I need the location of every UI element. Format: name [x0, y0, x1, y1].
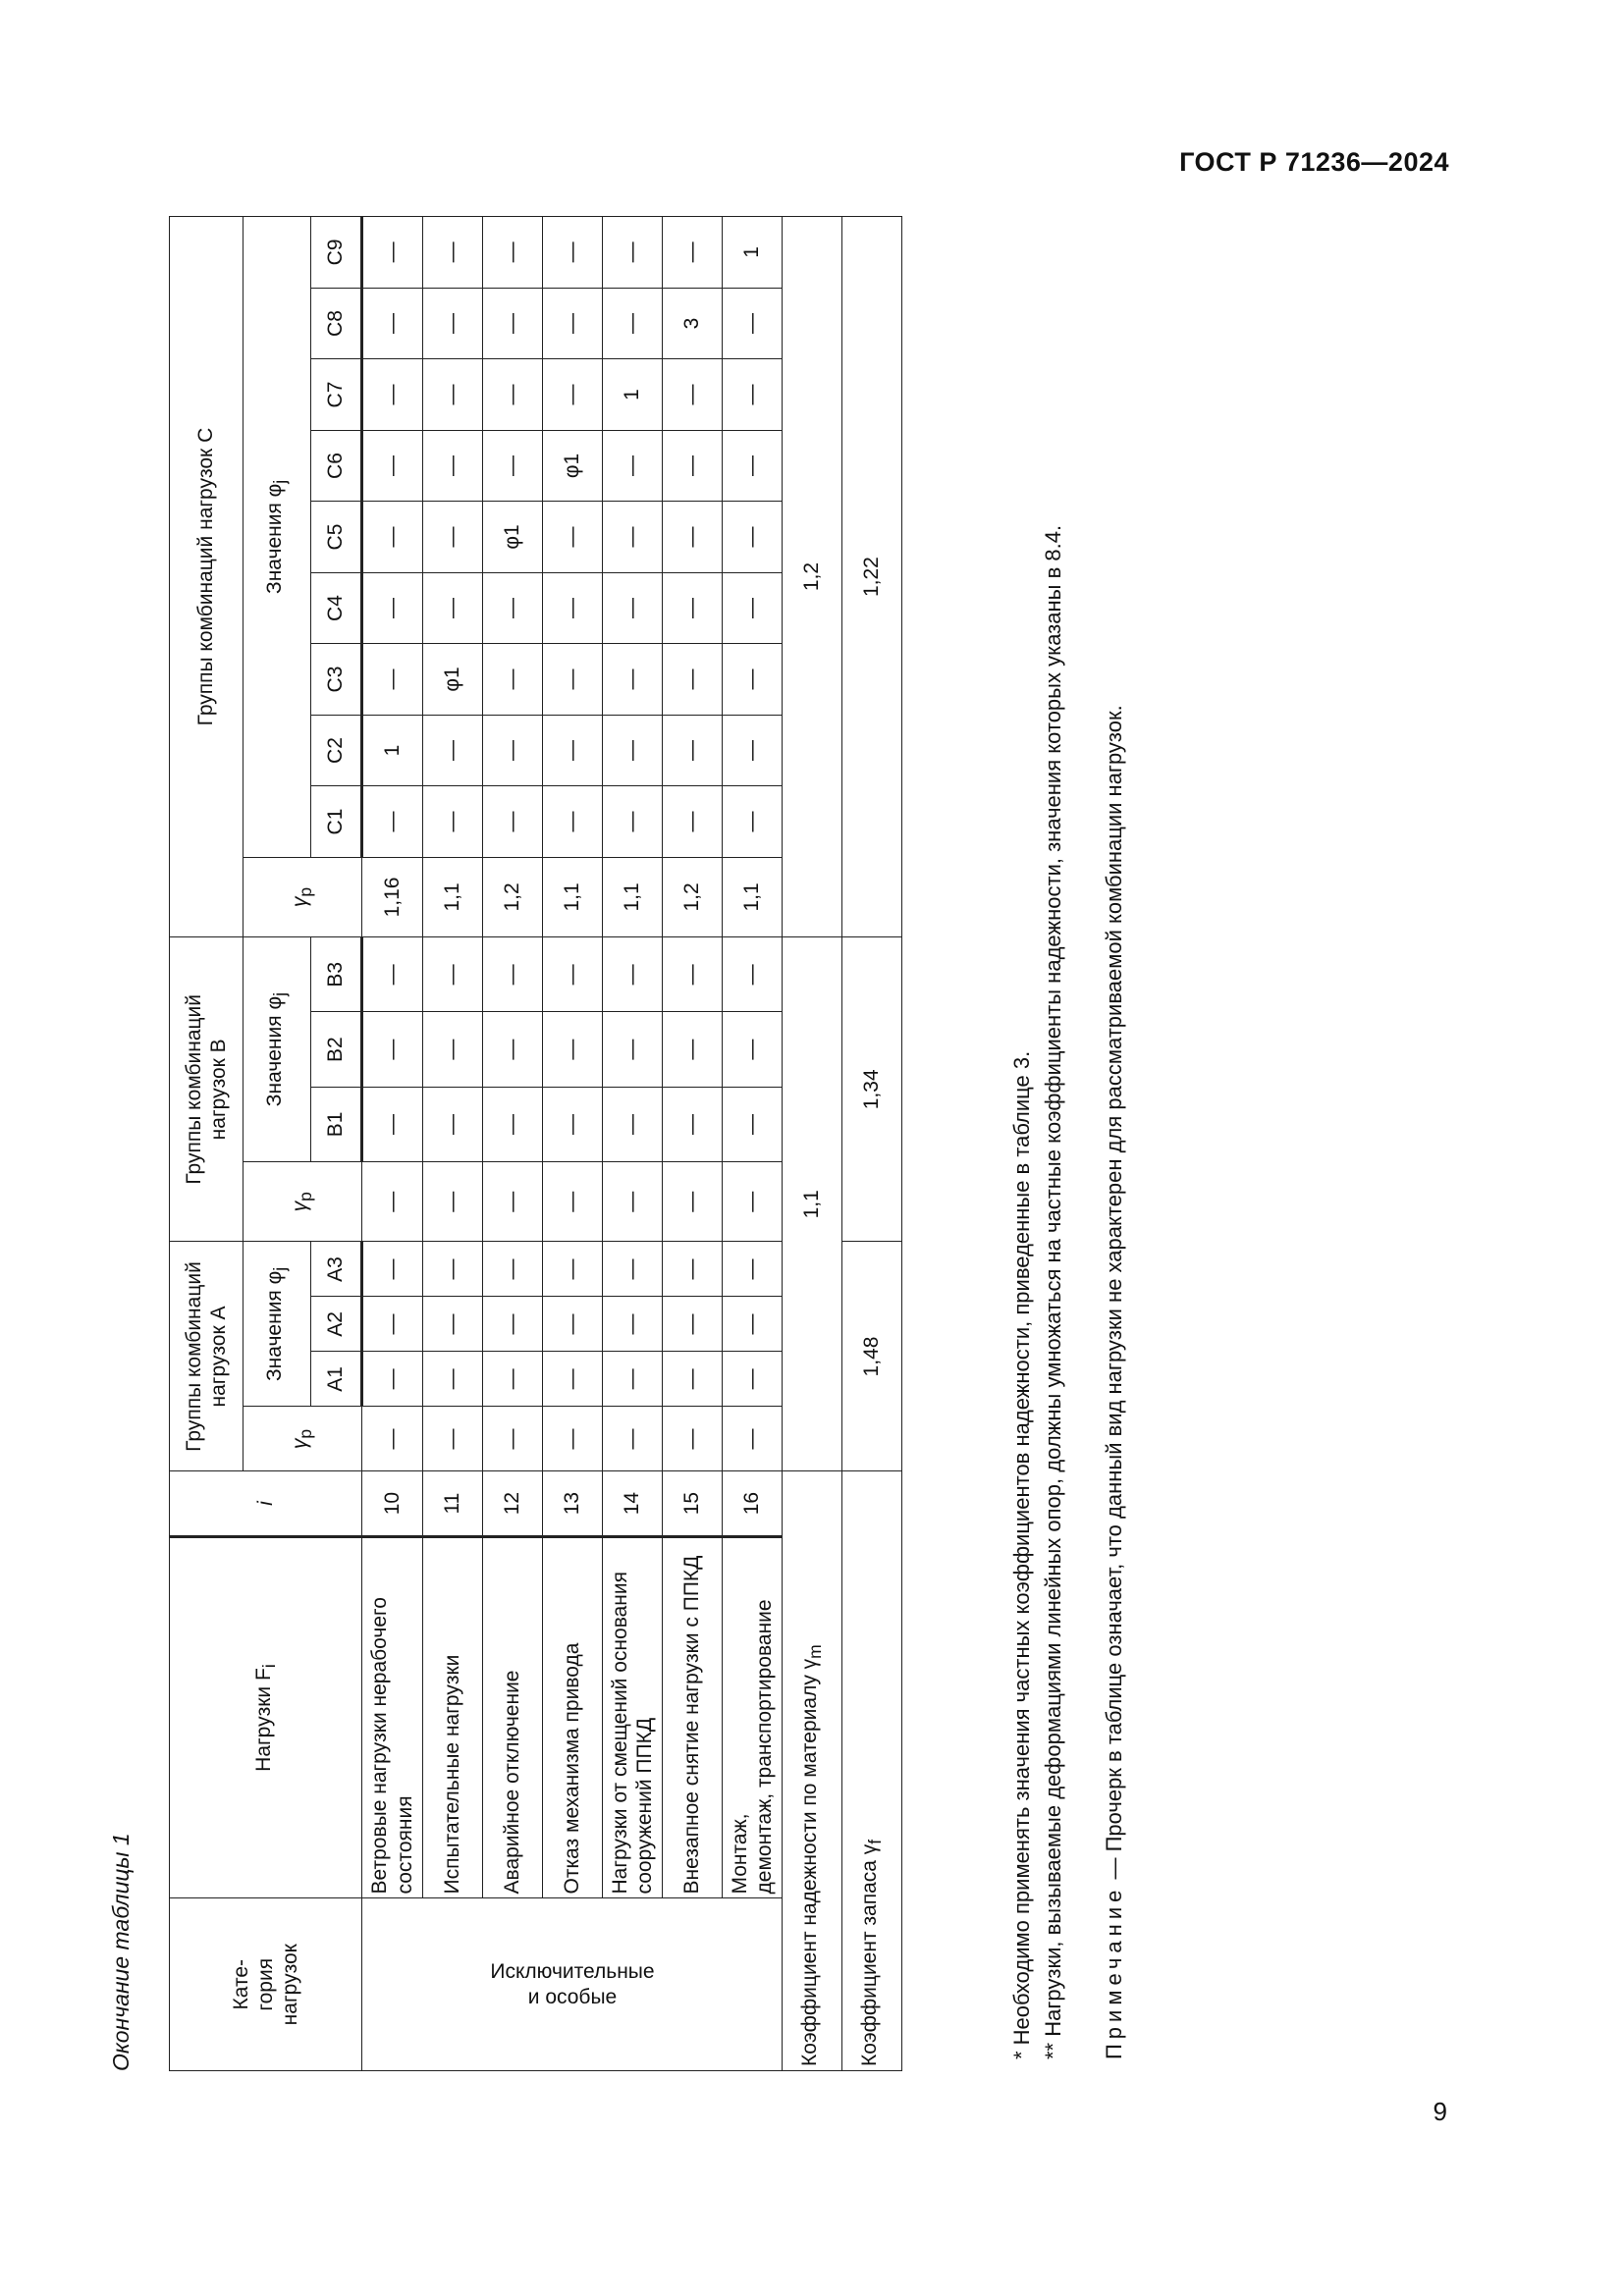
category-label: Исключительные и особые: [489, 1959, 655, 2008]
cell-c-9: —: [362, 217, 423, 289]
col-c1: C1: [311, 786, 362, 858]
cell-c-5: —: [603, 502, 663, 573]
cell-c-7: 1: [603, 359, 663, 431]
cell-b-1: —: [362, 1087, 423, 1161]
cell-c-5: —: [362, 502, 423, 573]
cell-c-5: —: [423, 502, 483, 573]
cell-c-9: —: [663, 217, 723, 289]
cell-c-0: 1,1: [423, 857, 483, 936]
cell-c-3: —: [663, 644, 723, 716]
header-group-c: Группы комбинаций нагрузок C: [170, 217, 244, 937]
col-a1: A1: [311, 1352, 362, 1407]
cell-c-9: 1: [723, 217, 783, 289]
col-a3: A3: [311, 1242, 362, 1297]
cell-c-2: —: [603, 715, 663, 786]
note: Примечание — Прочерк в таблице означает, что данный вид нагрузки не характерен для рассматриваемой комбинации нагрузок.: [1101, 705, 1126, 2059]
cell-a-0: —: [423, 1407, 483, 1471]
cell-b-2: —: [543, 1012, 603, 1087]
col-a2: A2: [311, 1297, 362, 1352]
cell-b-0: —: [543, 1162, 603, 1242]
col-c6: C6: [311, 430, 362, 502]
cell-c-1: —: [603, 786, 663, 858]
cell-c-0: 1,16: [362, 857, 423, 936]
cell-c-6: —: [483, 430, 543, 502]
cell-a-2: —: [362, 1297, 423, 1352]
cell-c-7: —: [483, 359, 543, 431]
load-name: Аварийное отключение: [483, 1536, 543, 1898]
load-name: Внезапное снятие нагрузки с ППКД: [663, 1536, 723, 1898]
cell-c-4: —: [483, 572, 543, 644]
cell-c-3: —: [483, 644, 543, 716]
header-i: i: [170, 1471, 362, 1536]
header-phi-b: Значения $\varphi_j$: [244, 937, 311, 1162]
table-row: [723, 217, 783, 2071]
header-group-b: Группы комбинаций нагрузок B: [170, 937, 244, 1242]
cell-c-8: —: [603, 288, 663, 359]
cell-b-3: —: [663, 937, 723, 1012]
load-index: 14: [603, 1471, 663, 1536]
cell-c-1: —: [723, 786, 783, 858]
cell-c-4: —: [723, 572, 783, 644]
cell-c-1: —: [663, 786, 723, 858]
load-index: 12: [483, 1471, 543, 1536]
load-name: Нагрузки от смещений основания сооружений ППКД: [603, 1536, 663, 1898]
cell-c-0: 1,1: [723, 857, 783, 936]
cell-c-6: φ1: [543, 430, 603, 502]
cell-a-1: —: [663, 1352, 723, 1407]
table-row: [663, 217, 723, 2071]
cell-c-1: —: [423, 786, 483, 858]
cell-b-0: —: [723, 1162, 783, 1242]
cell-c-8: 3: [663, 288, 723, 359]
notes: [1006, 224, 1130, 2059]
table-caption: Окончание таблицы 1: [108, 1833, 134, 2071]
cell-c-7: —: [362, 359, 423, 431]
col-c3: C3: [311, 644, 362, 716]
cell-c-9: —: [543, 217, 603, 289]
cell-a-1: —: [423, 1352, 483, 1407]
cell-a-0: —: [723, 1407, 783, 1471]
cell-c-7: —: [543, 359, 603, 431]
cell-b-2: —: [723, 1012, 783, 1087]
load-index: 15: [663, 1471, 723, 1536]
cell-c-3: φ1: [423, 644, 483, 716]
col-c2: C2: [311, 715, 362, 786]
cell-a-2: —: [663, 1297, 723, 1352]
cell-a-0: —: [543, 1407, 603, 1471]
header-phi-c: Значения $\varphi_j$: [244, 217, 311, 858]
cell-a-0: —: [663, 1407, 723, 1471]
cell-b-1: —: [663, 1087, 723, 1161]
cell-c-3: —: [543, 644, 603, 716]
cell-c-3: —: [362, 644, 423, 716]
page-number: 9: [1433, 2097, 1447, 2126]
cell-a-3: —: [483, 1242, 543, 1297]
table-row: [483, 217, 543, 2071]
cell-c-3: —: [723, 644, 783, 716]
cell-c-0: 1,2: [663, 857, 723, 936]
cell-c-8: —: [543, 288, 603, 359]
col-c4: C4: [311, 572, 362, 644]
cell-a-3: —: [543, 1242, 603, 1297]
header-phi-a: Значения $\varphi_j$: [244, 1242, 311, 1407]
material-c-value: 1,2: [783, 217, 842, 937]
cell-b-2: —: [423, 1012, 483, 1087]
table-row: [603, 217, 663, 2071]
reserve-a-value: 1,48: [842, 1242, 902, 1471]
cell-c-2: —: [663, 715, 723, 786]
cell-c-6: —: [423, 430, 483, 502]
cell-b-0: —: [603, 1162, 663, 1242]
cell-a-1: —: [362, 1352, 423, 1407]
cell-c-2: —: [543, 715, 603, 786]
cell-c-7: —: [423, 359, 483, 431]
cell-b-3: —: [543, 937, 603, 1012]
cell-c-9: —: [483, 217, 543, 289]
table-row: [543, 217, 603, 2071]
cell-c-8: —: [423, 288, 483, 359]
cell-b-3: —: [483, 937, 543, 1012]
header-group-a: Группы комбинаций нагрузок A: [170, 1242, 244, 1471]
cell-c-1: —: [362, 786, 423, 858]
load-name: Монтаж, демонтаж, транспортирование: [723, 1536, 783, 1898]
rotated-table-area: [108, 216, 1188, 2071]
cell-c-5: φ1: [483, 502, 543, 573]
header-category: Кате- гория нагрузок: [170, 1898, 362, 2071]
cell-b-3: —: [362, 937, 423, 1012]
cell-c-5: —: [723, 502, 783, 573]
cell-c-0: 1,1: [543, 857, 603, 936]
material-ab-value: 1,1: [783, 937, 842, 1471]
cell-c-8: —: [723, 288, 783, 359]
load-name: Испытательные нагрузки: [423, 1536, 483, 1898]
cell-b-1: —: [423, 1087, 483, 1161]
cell-a-2: —: [603, 1297, 663, 1352]
cell-b-2: —: [362, 1012, 423, 1087]
footnote-1: * Необходимо применять значения частных коэффициентов надежности, приведенные в таблице 3.: [1009, 1050, 1034, 2059]
cell-b-2: —: [663, 1012, 723, 1087]
cell-c-1: —: [483, 786, 543, 858]
cell-a-1: —: [483, 1352, 543, 1407]
cell-a-3: —: [663, 1242, 723, 1297]
cell-a-2: —: [723, 1297, 783, 1352]
cell-c-5: —: [543, 502, 603, 573]
col-b2: B2: [311, 1012, 362, 1087]
cell-c-2: —: [723, 715, 783, 786]
load-index: 10: [362, 1471, 423, 1536]
header-loads: Нагрузки $F_i$: [170, 1536, 362, 1898]
cell-b-1: —: [723, 1087, 783, 1161]
cell-c-8: —: [362, 288, 423, 359]
cell-c-9: —: [423, 217, 483, 289]
cell-c-5: —: [663, 502, 723, 573]
col-c7: C7: [311, 359, 362, 431]
reserve-label: Коэффициент запаса $\gamma_f$: [842, 1471, 902, 2071]
cell-a-1: —: [543, 1352, 603, 1407]
cell-c-2: —: [423, 715, 483, 786]
cell-b-1: —: [603, 1087, 663, 1161]
cell-c-6: —: [723, 430, 783, 502]
material-label: Коэффициент надежности по материалу $\gamma_m$: [783, 1471, 842, 2071]
col-b1: B1: [311, 1087, 362, 1161]
cell-a-2: —: [483, 1297, 543, 1352]
cell-a-0: —: [362, 1407, 423, 1471]
cell-a-3: —: [423, 1242, 483, 1297]
cell-a-2: —: [543, 1297, 603, 1352]
load-index: 16: [723, 1471, 783, 1536]
cell-b-2: —: [483, 1012, 543, 1087]
cell-b-0: —: [423, 1162, 483, 1242]
cell-b-3: —: [723, 937, 783, 1012]
cell-c-4: —: [543, 572, 603, 644]
cell-b-1: —: [483, 1087, 543, 1161]
cell-a-0: —: [483, 1407, 543, 1471]
cell-a-3: —: [603, 1242, 663, 1297]
cell-a-0: —: [603, 1407, 663, 1471]
cell-c-9: —: [603, 217, 663, 289]
load-name: Ветровые нагрузки нерабочего состояния: [362, 1536, 423, 1898]
cell-c-4: —: [423, 572, 483, 644]
cell-c-1: —: [543, 786, 603, 858]
cell-b-3: —: [603, 937, 663, 1012]
load-index: 13: [543, 1471, 603, 1536]
cell-c-0: 1,1: [603, 857, 663, 936]
cell-c-0: 1,2: [483, 857, 543, 936]
col-c5: C5: [311, 502, 362, 573]
cell-c-2: 1: [362, 715, 423, 786]
cell-c-6: —: [362, 430, 423, 502]
cell-a-1: —: [723, 1352, 783, 1407]
cell-a-3: —: [362, 1242, 423, 1297]
load-index: 11: [423, 1471, 483, 1536]
header-gamma-c: $\gamma_p$: [244, 857, 362, 936]
cell-c-3: —: [603, 644, 663, 716]
cell-c-7: —: [663, 359, 723, 431]
cell-b-3: —: [423, 937, 483, 1012]
cell-a-1: —: [603, 1352, 663, 1407]
cell-a-3: —: [723, 1242, 783, 1297]
loads-table: [169, 216, 902, 2071]
col-c8: C8: [311, 288, 362, 359]
category-cell: [362, 1898, 783, 2071]
col-c9: C9: [311, 217, 362, 289]
cell-c-7: —: [723, 359, 783, 431]
cell-b-0: —: [663, 1162, 723, 1242]
cell-b-1: —: [543, 1087, 603, 1161]
cell-a-2: —: [423, 1297, 483, 1352]
document-header: ГОСТ Р 71236—2024: [1179, 147, 1449, 177]
cell-b-0: —: [362, 1162, 423, 1242]
cell-c-6: —: [663, 430, 723, 502]
reserve-c-value: 1,22: [842, 217, 902, 937]
cell-c-8: —: [483, 288, 543, 359]
table-body: [362, 217, 783, 2071]
reserve-b-value: 1,34: [842, 937, 902, 1242]
col-b3: B3: [311, 937, 362, 1012]
footnote-2: ** Нагрузки, вызываемые деформациями линейных опор, должны умножаться на частные коэффициенты надежности, значения которых указаны в 8.4.: [1040, 524, 1065, 2059]
load-name: Отказ механизма привода: [543, 1536, 603, 1898]
cell-c-6: —: [603, 430, 663, 502]
cell-c-4: —: [603, 572, 663, 644]
cell-c-2: —: [483, 715, 543, 786]
header-gamma-a: $\gamma_p$: [244, 1407, 362, 1471]
cell-c-4: —: [663, 572, 723, 644]
cell-b-0: —: [483, 1162, 543, 1242]
cell-b-2: —: [603, 1012, 663, 1087]
header-gamma-b: $\gamma_p$: [244, 1162, 362, 1242]
table-row: [362, 217, 423, 2071]
cell-c-4: —: [362, 572, 423, 644]
table-row: [423, 217, 483, 2071]
